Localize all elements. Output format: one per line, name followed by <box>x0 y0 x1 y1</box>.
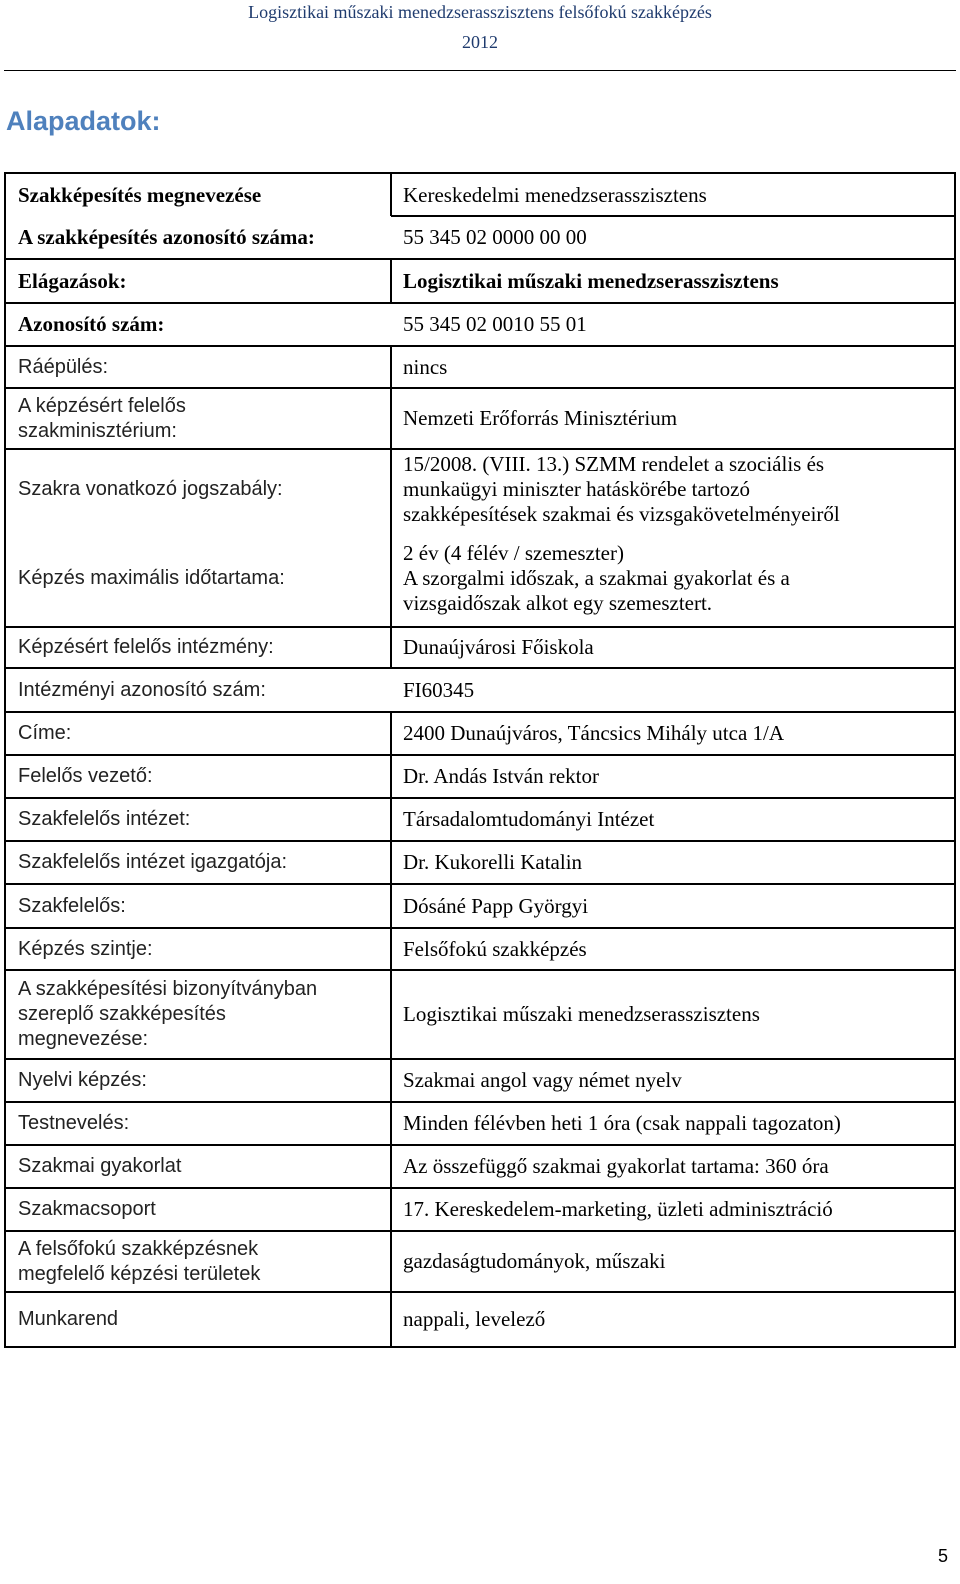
row-label: Testnevelés: <box>18 1112 130 1134</box>
table-row <box>6 668 954 712</box>
table-row <box>6 627 954 668</box>
row-label: Képzésért felelős intézmény: <box>18 636 274 658</box>
row-value: nappali, levelező <box>403 1306 546 1331</box>
row-value: gazdaságtudományok, műszaki <box>403 1249 666 1273</box>
table-row <box>6 346 954 388</box>
row-label: Szakra vonatkozó jogszabály: <box>18 478 283 500</box>
row-label: Ráépülés: <box>18 355 109 378</box>
row-value: Szakmai angol vagy német nyelv <box>403 1068 682 1092</box>
table-row <box>6 259 954 303</box>
row-value: 15/2008. (VIII. 13.) SZMM rendelet a szociális és munkaügyi miniszter hatáskörébe tartozó szakképesítések szakmai és vizsgakövetelményeiről <box>403 452 840 526</box>
row-value: 2400 Dunaújváros, Táncsics Mihály utca 1/A <box>403 721 785 745</box>
row-label: A képzésért felelős szakminisztérium: <box>18 394 186 442</box>
table-row <box>6 1145 954 1188</box>
row-value: Társadalomtudományi Intézet <box>403 807 655 831</box>
table-row <box>6 1292 954 1346</box>
row-label: Címe: <box>18 722 72 744</box>
running-header-title: Logisztikai műszaki menedzserasszisztens felsőfokú szakképzés <box>248 2 712 22</box>
row-value: Dunaújvárosi Főiskola <box>403 635 594 659</box>
data-table <box>4 172 956 1348</box>
row-value: Nemzeti Erőforrás Minisztérium <box>403 406 678 430</box>
row-value: Dr. Kukorelli Katalin <box>403 850 583 874</box>
table-row <box>6 449 954 530</box>
table-row <box>6 755 954 798</box>
row-label: Szakfelelős intézet: <box>18 808 191 830</box>
running-header-year: 2012 <box>462 32 498 52</box>
row-label: Képzés szintje: <box>18 937 153 960</box>
table-row <box>6 388 954 449</box>
row-value: 17. Kereskedelem-marketing, üzleti adminisztráció <box>403 1197 833 1221</box>
row-value: nincs <box>403 354 448 379</box>
row-label: A felsőfokú szakképzésnek megfelelő képzési területek <box>18 1237 261 1285</box>
row-label: Képzés maximális időtartama: <box>18 567 285 589</box>
row-value: 55 345 02 0000 00 00 <box>403 225 587 249</box>
row-value: 2 év (4 félév / szemeszter) A szorgalmi időszak, a szakmai gyakorlat és a vizsgaidőszak alkot egy szemesztert. <box>403 541 790 615</box>
table-row <box>6 1102 954 1145</box>
row-label: Intézményi azonosító szám: <box>18 678 266 701</box>
table-row <box>6 884 954 928</box>
table-row <box>6 928 954 970</box>
row-value: Felsőfokú szakképzés <box>403 936 587 961</box>
row-label: Szakfelelős: <box>18 894 126 917</box>
row-label: Szakfelelős intézet igazgatója: <box>18 851 288 873</box>
table-row <box>6 303 954 346</box>
row-label: Nyelvi képzés: <box>18 1069 147 1091</box>
row-value: Minden félévben heti 1 óra (csak nappali tagozaton) <box>403 1111 841 1135</box>
row-label: Szakmai gyakorlat <box>18 1155 182 1177</box>
page-number: 5 <box>937 1546 948 1566</box>
table-row <box>6 174 954 216</box>
header-rule <box>4 70 956 71</box>
table-row <box>6 1188 954 1231</box>
row-label: A szakképesítési bizonyítványban szereplő szakképesítés megnevezése: <box>18 978 318 1050</box>
row-label: Szakképesítés megnevezése <box>18 182 262 207</box>
row-label: Felelős vezető: <box>18 765 153 787</box>
row-label: Munkarend <box>18 1307 119 1330</box>
table-row <box>6 1231 954 1292</box>
row-label: Elágazások: <box>18 268 127 293</box>
row-label: Azonosító szám: <box>18 312 165 336</box>
table-row <box>6 530 954 627</box>
table-row <box>6 798 954 841</box>
row-label: A szakképesítés azonosító száma: <box>18 225 315 249</box>
row-value: FI60345 <box>403 677 475 702</box>
table-row <box>6 970 954 1059</box>
row-value: Dr. Andás István rektor <box>403 764 599 788</box>
section-title: Alapadatok: <box>6 106 161 136</box>
row-value: Kereskedelmi menedzserasszisztens <box>403 182 707 207</box>
table-row <box>6 216 954 259</box>
table-row <box>6 1059 954 1102</box>
row-label: Szakmacsoport <box>18 1198 156 1220</box>
table-row <box>6 712 954 755</box>
row-value: 55 345 02 0010 55 01 <box>403 312 587 336</box>
row-value: Dósáné Papp Györgyi <box>403 893 589 918</box>
row-value: Logisztikai műszaki menedzserasszisztens <box>403 1002 760 1026</box>
row-value: Logisztikai műszaki menedzserasszisztens <box>403 268 779 293</box>
row-value: Az összefüggő szakmai gyakorlat tartama: 360 óra <box>403 1154 829 1178</box>
table-row <box>6 841 954 884</box>
